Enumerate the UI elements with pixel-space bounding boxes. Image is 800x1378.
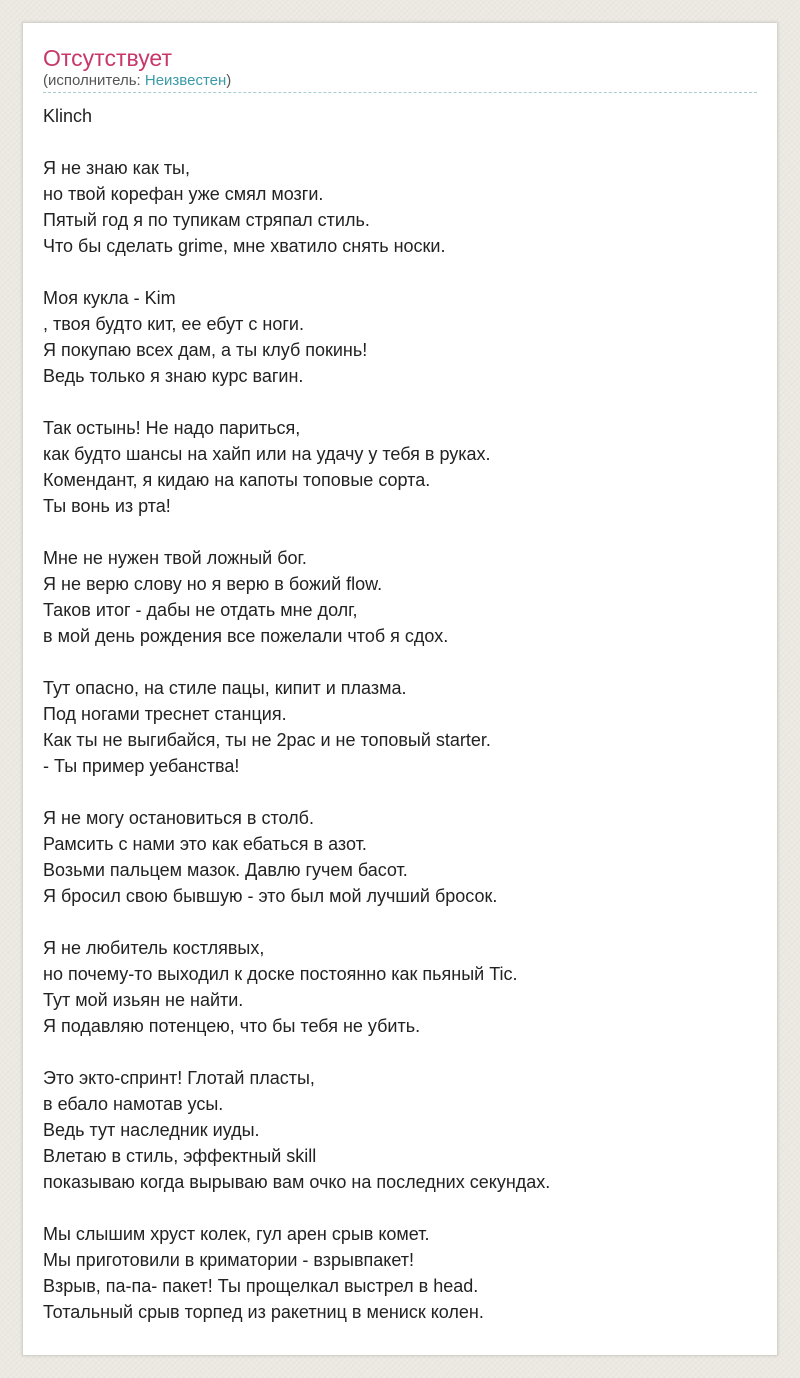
lyrics-card xyxy=(22,22,778,1356)
song-title: Отсутствует xyxy=(43,45,172,71)
artist-line xyxy=(43,72,757,90)
artist-prefix: (исполнитель: xyxy=(43,72,145,89)
artist-suffix: ) xyxy=(226,72,232,89)
lyrics-text: Klinch Я не знаю как ты, но твой корефан уже смял мозги. Пятый год я по тупикам стряпал стиль. Что бы сделать grime, мне хватило снять носки. Моя кукла - Kim , твоя будто кит, ее ебут с ноги. Я покупаю всех дам, а ты клуб покинь! Ведь только я знаю курс вагин. Так остынь! Не надо париться, как будто шансы на хайп или на удачу у тебя в руках. Комендант, я кидаю на капоты топовые сорта. Ты вонь из рта! Мне не нужен твой ложный бог. Я не верю слову но я верю в божий flow. Таков итог - дабы не отдать мне долг, в мой день рождения все пожелали чтоб я сдох. Тут опасно, на стиле пацы, кипит и плазма. Под ногами треснет станция. Как ты не выгибайся, ты не 2pac и не топовый starter. - Ты пример уебанства! Я не могу остановиться в столб. Рамсить с нами это как ебаться в азот. Возьми пальцем мазок. Давлю гучем басот. Я бросил свою бывшую - это был мой лучший бросок. Я не любитель костлявых, но почему-то выходил к доске постоянно как пьяный Tic. Тут мой изьян не найти. Я подавляю потенцею, что бы тебя не убить. Это экто-спринт! Глотай пласты, в ебало намотав усы. Ведь тут наследник иуды. Влетаю в стиль, эффектный skill показываю когда вырываю вам очко на последних секундах. Мы слышим хруст колек, гул арен срыв комет. Мы приготовили в криматории - взрывпакет! Взрыв, па-па- пакет! Ты прощелкал выстрел в head. Тотальный срыв торпед из ракетниц в мениск колен. xyxy=(43,106,551,1322)
artist-link[interactable]: Неизвестен xyxy=(144,72,227,89)
